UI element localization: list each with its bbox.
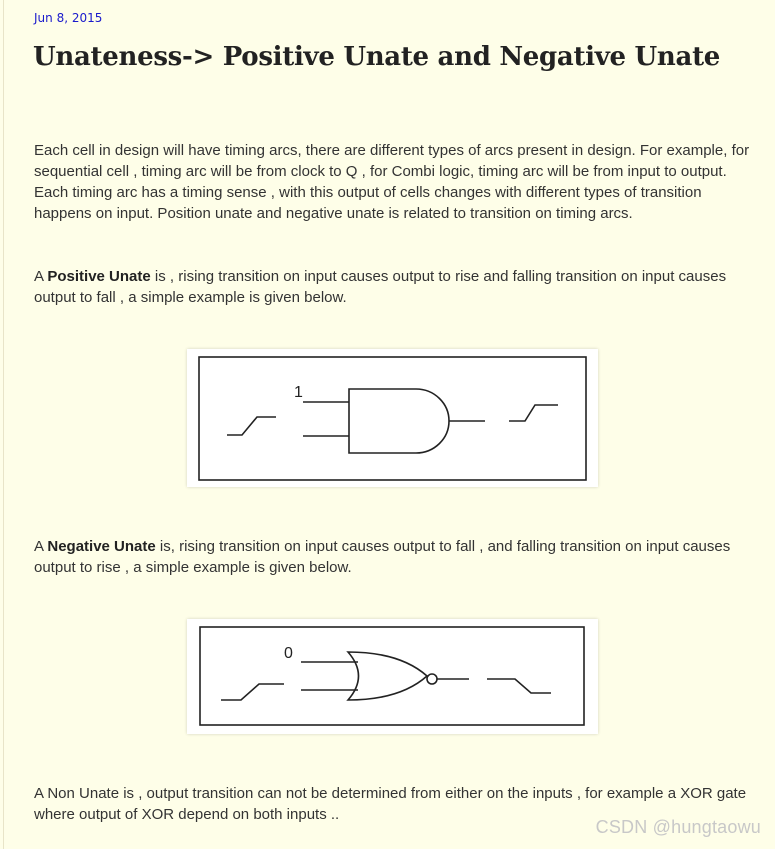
- negative-unate-text: is, rising transition on input causes output to fall , and falling transition on input causes output to rise , a simple example is given below.: [34, 538, 731, 576]
- non-unate-paragraph: A Non Unate is , output transition can not be determined from either on the inputs , for example a XOR gate where output of XOR depend on both inputs ..: [34, 785, 747, 823]
- intro-paragraph: [34, 140, 754, 224]
- intro-line-2: Each timing arc has a timing sense , with this output of cells changes with different types of transition happens on input. Position unate and negative unate is related to transition on timing arcs.: [34, 184, 702, 222]
- nor-gate-symbol: [348, 652, 427, 700]
- const-input-label: 1: [294, 384, 303, 401]
- positive-prefix: A: [34, 268, 48, 285]
- positive-unate-diagram[interactable]: [187, 349, 598, 487]
- and-gate-symbol: [349, 389, 449, 453]
- const-input-label: 0: [284, 645, 293, 662]
- falling-output-waveform: [487, 679, 551, 693]
- left-border: [3, 0, 4, 849]
- intro-line-1: Each cell in design will have timing arcs, there are different types of arcs present in design. For example, for sequential cell , timing arc will be from clock to Q , for Combi logic, timing arc will be from input to output.: [34, 142, 750, 180]
- inversion-bubble: [427, 674, 437, 684]
- negative-unate-paragraph: [34, 536, 754, 578]
- negative-prefix: A: [34, 538, 48, 555]
- positive-unate-text: is , rising transition on input causes output to rise and falling transition on input causes output to fall , a simple example is given below.: [34, 268, 727, 306]
- positive-unate-paragraph: [34, 266, 754, 308]
- post-title: Unateness-> Positive Unate and Negative Unate: [33, 42, 721, 72]
- figure-frame: [200, 627, 584, 725]
- positive-unate-term: Positive Unate: [47, 268, 151, 285]
- negative-unate-term: Negative Unate: [47, 538, 156, 555]
- and-gate-figure: [187, 349, 598, 487]
- negative-unate-diagram[interactable]: [187, 619, 598, 734]
- figure-frame: [199, 357, 586, 480]
- rising-input-waveform: [227, 417, 276, 435]
- rising-input-waveform: [221, 684, 284, 700]
- csdn-watermark: CSDN @hungtaowu: [595, 817, 761, 837]
- rising-output-waveform: [509, 405, 558, 421]
- nor-gate-figure: [187, 619, 598, 734]
- post-date-link[interactable]: Jun 8, 2015: [34, 11, 103, 25]
